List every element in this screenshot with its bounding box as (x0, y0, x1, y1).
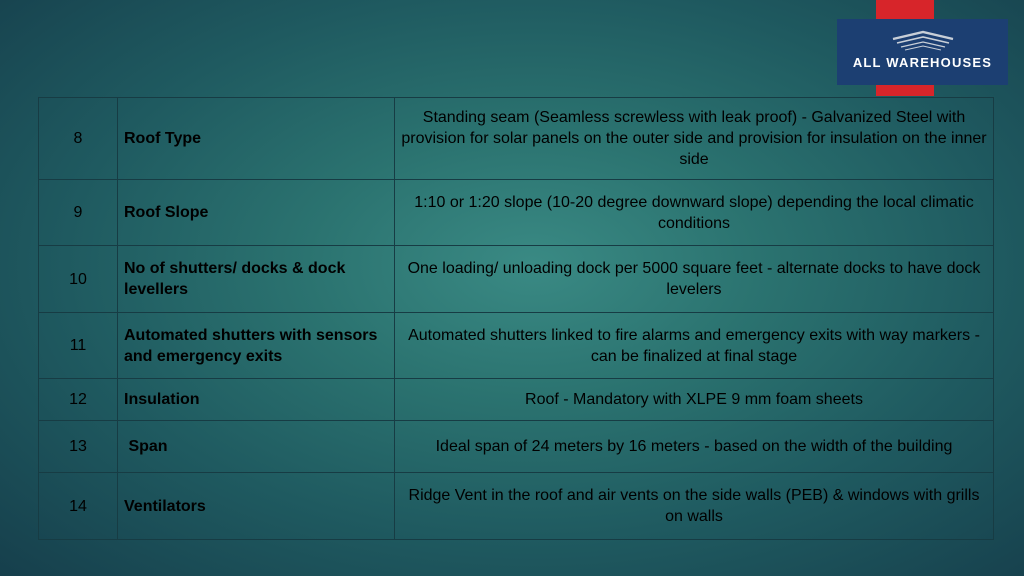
row-number: 8 (39, 98, 118, 180)
table-row (39, 379, 994, 421)
row-description: Standing seam (Seamless screwless with leak proof) - Galvanized Steel with provision for solar panels on the outer side and provision for insulation on the inner side (395, 98, 994, 180)
row-description: Roof - Mandatory with XLPE 9 mm foam sheets (395, 379, 994, 421)
table-row (39, 421, 994, 473)
row-parameter: Span (118, 421, 395, 473)
row-parameter: Roof Slope (118, 180, 395, 246)
row-parameter: Automated shutters with sensors and emergency exits (118, 313, 395, 379)
row-number: 11 (39, 313, 118, 379)
row-number: 12 (39, 379, 118, 421)
row-parameter: Insulation (118, 379, 395, 421)
row-number: 13 (39, 421, 118, 473)
row-description: Ideal span of 24 meters by 16 meters - based on the width of the building (395, 421, 994, 473)
row-parameter: No of shutters/ docks & dock levellers (118, 246, 395, 313)
all-warehouses-logo (837, 0, 1008, 96)
table-row (39, 180, 994, 246)
row-description: One loading/ unloading dock per 5000 square feet - alternate docks to have dock levelers (395, 246, 994, 313)
spec-table (38, 97, 994, 540)
row-number: 10 (39, 246, 118, 313)
row-parameter: Roof Type (118, 98, 395, 180)
row-parameter: Ventilators (118, 473, 395, 540)
warehouse-roof-icon (891, 30, 955, 52)
table-row (39, 246, 994, 313)
row-description: 1:10 or 1:20 slope (10-20 degree downward slope) depending the local climatic conditions (395, 180, 994, 246)
row-description: Automated shutters linked to fire alarms and emergency exits with way markers - can be finalized at final stage (395, 313, 994, 379)
row-number: 9 (39, 180, 118, 246)
table-row (39, 313, 994, 379)
logo-box (837, 19, 1008, 85)
row-description: Ridge Vent in the roof and air vents on the side walls (PEB) & windows with grills on walls (395, 473, 994, 540)
table-row (39, 473, 994, 540)
logo-text: ALL WAREHOUSES (852, 55, 993, 70)
row-number: 14 (39, 473, 118, 540)
table-row (39, 98, 994, 180)
